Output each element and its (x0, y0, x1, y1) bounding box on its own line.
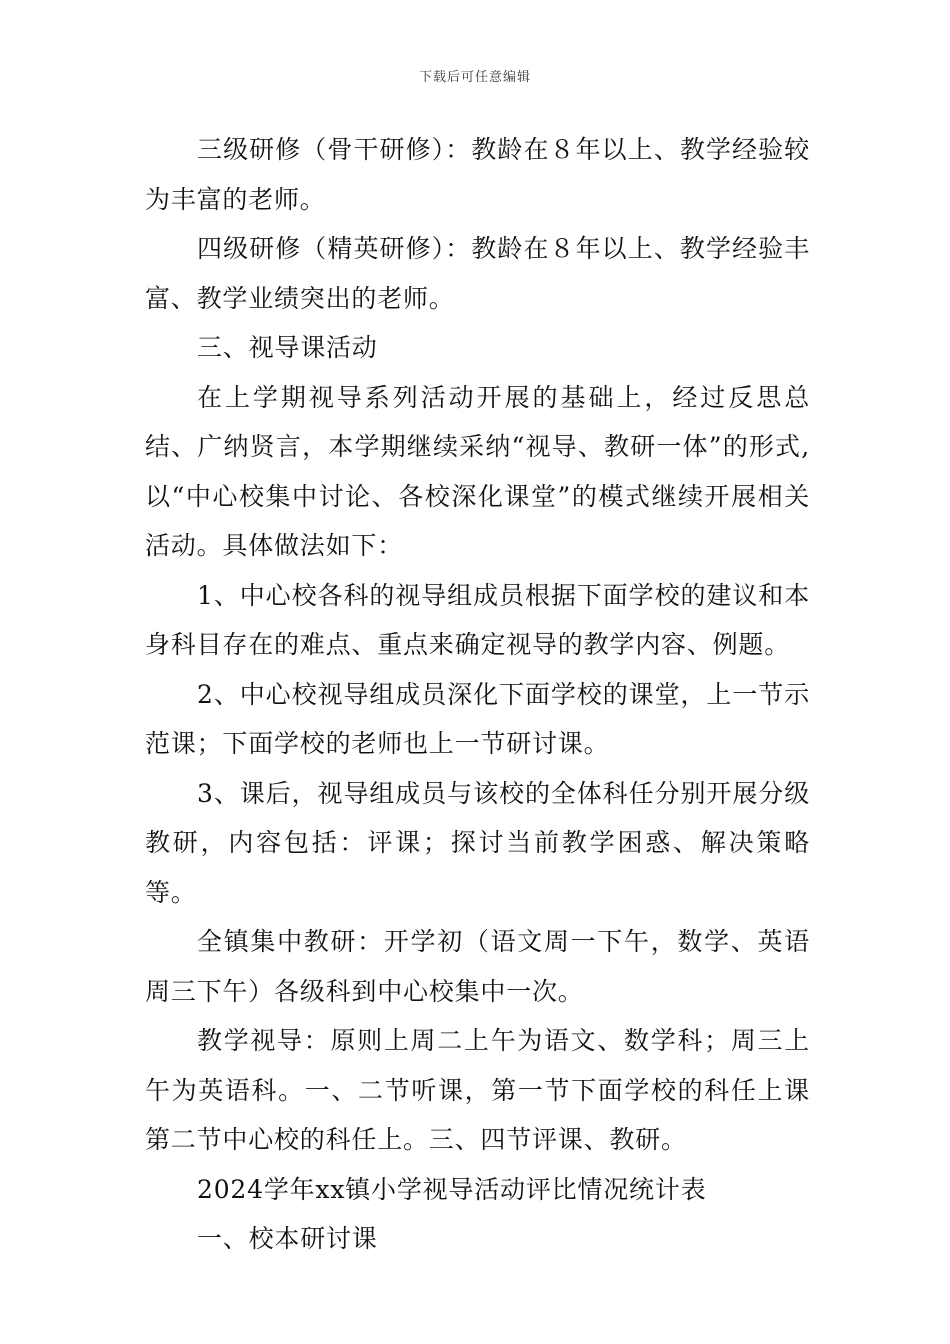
paragraph-town-research: 全镇集中教研：开学初（语文周一下午，数学、英语周三下午）各级科到中心校集中一次。 (145, 927, 810, 1006)
paragraph-level4-training: 四级研修（精英研修）：教龄在８年以上、教学经验丰富、教学业绩突出的老师。 (145, 234, 810, 313)
table-title: 2024学年xx镇小学视导活动评比情况统计表 (197, 1174, 707, 1204)
page-header-note: 下载后可任意编辑 (418, 70, 531, 85)
list-item-3: 3、课后，视导组成员与该校的全体科任分别开展分级教研，内容包括：评课；探讨当前教学困惑、解决策略等。 (145, 778, 810, 907)
list-item-2: 2、中心校视导组成员深化下面学校的课堂，上一节示范课；下面学校的老师也上一节研讨课。 (145, 679, 810, 758)
paragraph-level3-training: 三级研修（骨干研修）：教龄在８年以上、教学经验较为丰富的老师。 (145, 135, 810, 214)
paragraph-inspection-intro: 在上学期视导系列活动开展的基础上，经过反思总结、广纳贤言，本学期继续采纳“视导、教研一体”的形式,以“中心校集中讨论、各校深化课堂”的模式继续开展相关活动。具体做法如下： (145, 382, 810, 560)
section-heading-school-seminar: 一、校本研讨课 (197, 1224, 378, 1253)
section-heading-inspection-lessons: 三、视导课活动 (197, 333, 378, 362)
document-body (145, 125, 810, 1264)
paragraph-teaching-inspection: 教学视导：原则上周二上午为语文、数学科；周三上午为英语科。一、二节听课，第一节下面学校的科任上课第二节中心校的科任上。三、四节评课、教研。 (145, 1026, 810, 1154)
list-item-1: 1、中心校各科的视导组成员根据下面学校的建议和本身科目存在的难点、重点来确定视导的教学内容、例题。 (145, 580, 810, 659)
